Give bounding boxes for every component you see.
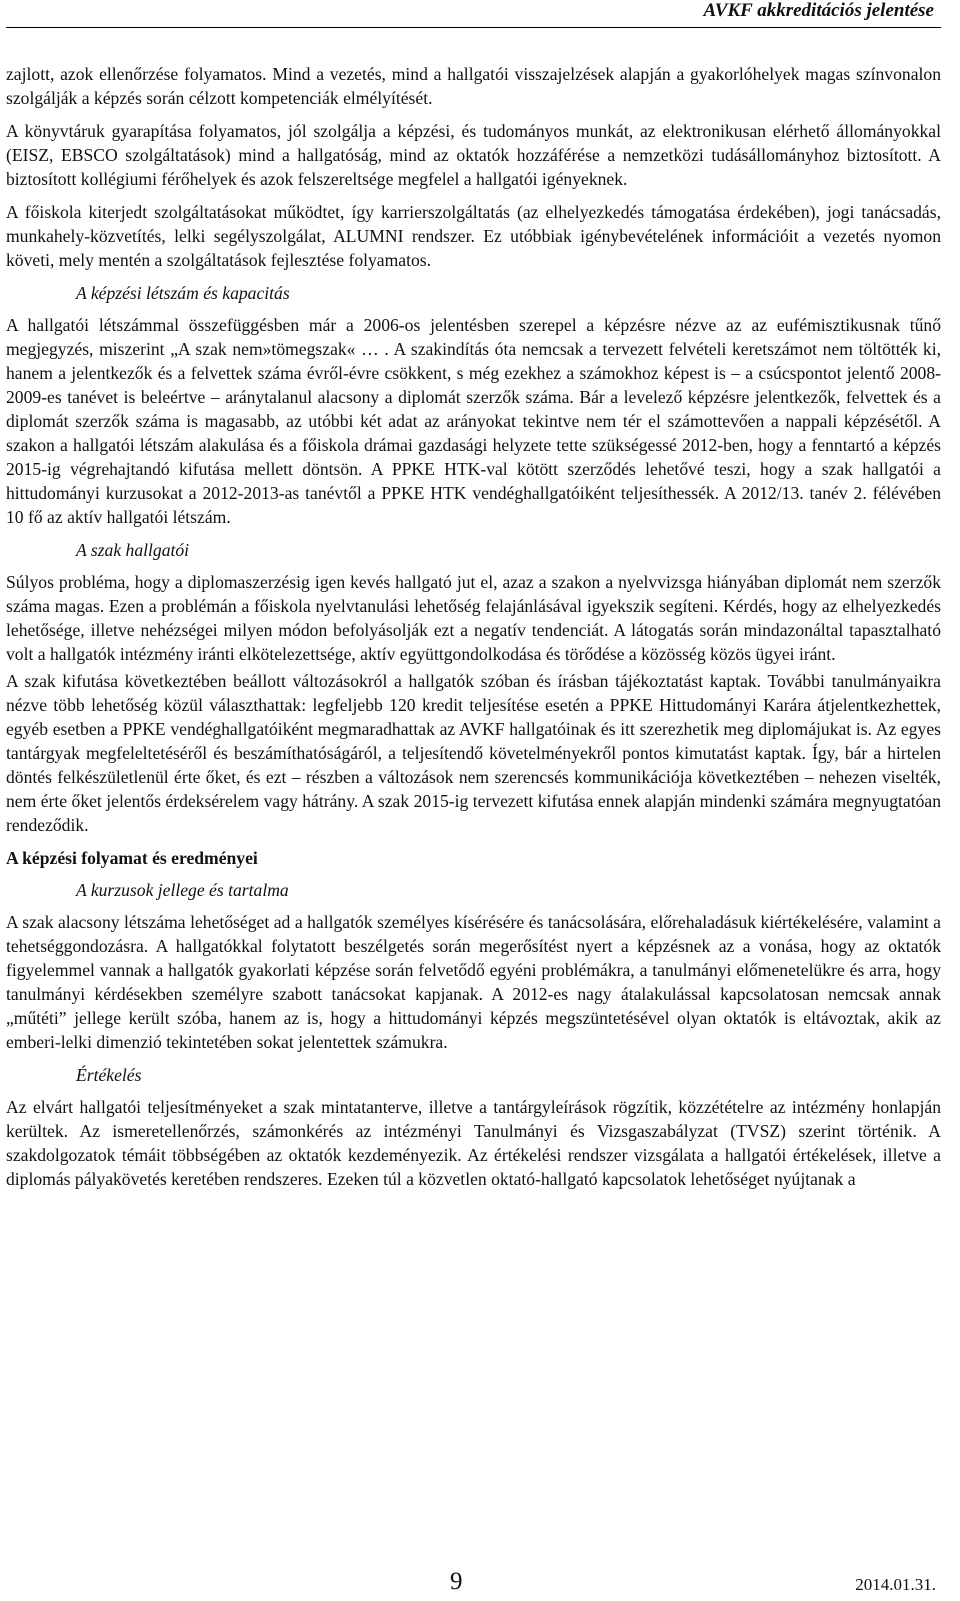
paragraph: A szak alacsony létszáma lehetőséget ad a hallgatók személyes kísérésére és tanácsolására, előrehaladásuk kiértékelésére, valamint a tehetséggondozásra. A hallgatókkal folytatott beszélgetés során megerősítést nyert a képzésnek az a vonása, hogy az oktatók figyelemmel vannak a hallgatók gyakorlati képzése során felvetődő egyéni problémákra, a tanulmányi előmenetelükre és arra, hogy tanulmányi kérdésekben személyre szabott tanácsokat kapjanak. A 2012-es nagy átalakulással kapcsolatosan nemcsak annak „műtéti” jellege került szóba, hanem az is, hogy a hittudományi képzés megszüntetésével olyan oktatók is eltávoztak, akik az emberi-lelki dimenzió tekintetében sokat jelentettek számukra. [6,912,941,1052]
paragraph: Súlyos probléma, hogy a diplomaszerzésig igen kevés hallgató jut el, azaz a szakon a nyelvvizsga hiányában diplomát nem szerzők száma magas. Ezen a problémán a főiskola nyelvtanulási lehetőség felajánlásával igyekszik segíteni. Kérdés, hogy az elhelyezkedés lehetősége, illetve nehézségei milyen módon befolyásolják ezt a negatív tendenciát. A látogatás során mindazonáltal tapasztalható volt a hallgatók intézmény iránti elkötelezettsége, aktív együttgondolkodása és törődése a közösség közös ügyei iránt. [6,572,941,664]
document-body [6,62,941,1200]
paragraph: A főiskola kiterjedt szolgáltatásokat működtet, így karrierszolgáltatás (az elhelyezkedés támogatása érdekében), jogi tanácsadás, munkahely-közvetítés, lelki segélyszolgálat, ALUMNI rendszer. Ez utóbbiak igénybevételének információit a vezetés nyomon követi, mely mentén a szolgáltatások fejlesztése folyamatos. [6,202,941,270]
footer-date: 2014.01.31. [855,1575,936,1594]
subheading: A kurzusok jellege és tartalma [76,880,289,900]
section-heading: A képzési folyamat és eredményei [6,848,258,868]
paragraph: A könyvtáruk gyarapítása folyamatos, jól szolgálja a képzési, és tudományos munkát, az elektronikusan elérhető állományokkal (EISZ, EBSCO szolgáltatások) mind a hallgatóság, mind az oktatók hozzáférése a nemzetközi tudásállományhoz biztosított. A biztosított kollégiumi férőhelyek és azok felszereltsége megfelel a hallgatói igényeknek. [6,121,941,189]
header-rule [6,27,941,28]
paragraph: A szak kifutása következtében beállott változásokról a hallgatók szóban és írásban tájékoztatást kaptak. További tanulmányaikra nézve több lehetőség közül választhattak: legfeljebb 120 kredit teljesítése esetén a PPKE Hittudományi Karára átjelentkezhettek, egyéb esetben a PPKE vendéghallgatóiként megmaradhattak az AVKF hallgatóinak és itt szerezhetik meg diplomájukat is. Az egyes tantárgyak megfeleltetéséről és beszámíthatóságáról, a teljesítendő követelményekről pontos kimutatást kaptak. Így, bár a hirtelen döntés felkészületlenül érte őket, és ezt – részben a változások nem szerencsés kommunikációja következtében – nehezen viselték, nem érte őket jelentős érdeksérelem vagy hátrány. A szak 2015-ig tervezett kifutása ennek alapján mindenki számára megnyugtatóan rendeződik. [6,671,941,835]
subheading: A képzési létszám és kapacitás [76,283,290,303]
paragraph: zajlott, azok ellenőrzése folyamatos. Mind a vezetés, mind a hallgatói visszajelzések alapján a gyakorlóhelyek magas színvonalon szolgálják a képzés során célzott kompetenciák elmélyítését. [6,64,941,108]
subheading: Értékelés [76,1065,142,1085]
subheading: A szak hallgatói [76,540,190,560]
page-number: 9 [450,1568,463,1595]
paragraph: Az elvárt hallgatói teljesítményeket a szak mintatanterve, illetve a tantárgyleírások rögzítik, közzétételre az intézmény honlapján kerültek. Az ismeretellenőrzés, számonkérés az intézményi Tanulmányi és Vizsgaszabályzat (TVSZ) szerint történik. A szakdolgozatok témáit többségében az oktatók kezdeményezik. Az értékelési rendszer vizsgálata a hallgatói értékelések, illetve a diplomás pályakövetés keretében rendszeres. Ezeken túl a közvetlen oktató-hallgató kapcsolatok lehetőséget nyújtanak a [6,1097,941,1189]
paragraph: A hallgatói létszámmal összefüggésben már a 2006-os jelentésben szerepel a képzésre nézve az az eufémisztikusnak tűnő megjegyzés, miszerint „A szak nem»tömegszak« … . A szakindítás óta nemcsak a tervezett felvételi keretszámot nem töltötték ki, hanem a jelentkezők és a felvettek száma évről-évre csökkent, s még ezekhez a számokhoz képest is – a csúcspontot jelentő 2008-2009-es tanévet is beleértve – aránytalanul alacsony a diplomát szerzők száma. Bár a levelező képzésre jelentkezők, felvettek és a diplomát szerzők száma is magasabb, az utóbbi két adat az arányokat tekintve nem tér el számottevően a nappali képzésétől. A szakon a hallgatói létszám alakulása és a főiskola drámai gazdasági helyzete tette szükségessé 2012-ben, hogy a fenntartó a képzés 2015-ig végrehajtandó kifutása mellett döntsön. A PPKE HTK-val kötött szerződés lehetővé teszi, hogy a szak hallgatói a hittudományi kurzusokat a 2012-2013-as tanévtől a PPKE HTK vendéghallgatóiként teljesíthessék. A 2012/13. tanév 2. félévében 10 fő az aktív hallgatói létszám. [6,315,941,527]
header-title: AVKF akkreditációs jelentése [703,0,934,21]
